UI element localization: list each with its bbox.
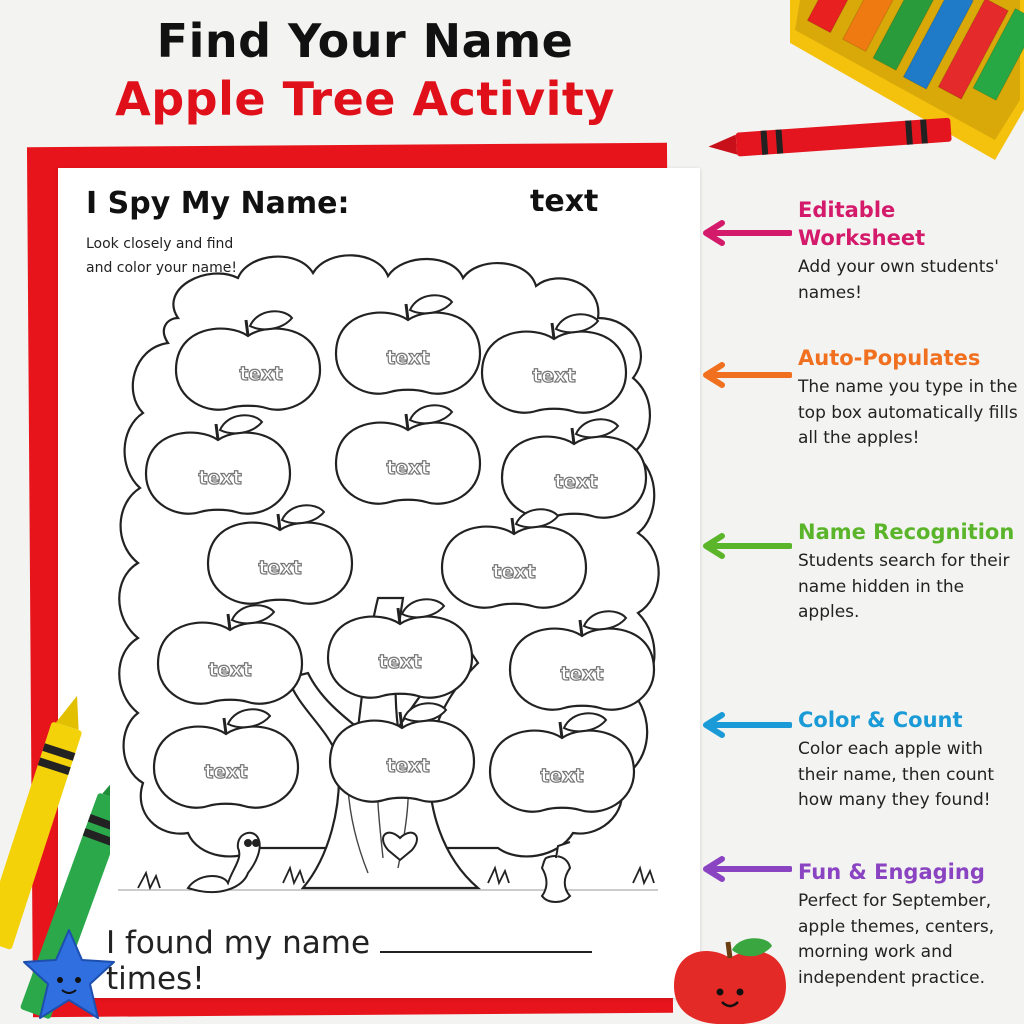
instructions: Look closely and find and color your name! [86, 236, 237, 276]
star-eraser-icon [14, 924, 124, 1024]
apple-eraser-icon [668, 936, 792, 1024]
found-count-line [106, 923, 700, 997]
feature-description: Perfect for September, apple themes, centers, morning work and independent practice. [798, 891, 995, 988]
name-input[interactable]: text [530, 184, 599, 219]
apple-icon [176, 311, 320, 409]
svg-text:text: text [554, 471, 598, 493]
feature-description: Add your own students' names! [798, 257, 999, 303]
apple-icon [442, 509, 586, 607]
svg-text:text: text [208, 659, 252, 681]
arrow-left-icon [700, 220, 792, 246]
svg-text:text: text [386, 457, 430, 479]
feature-name-recognition [798, 518, 1022, 626]
page-subtitle: Apple Tree Activity [115, 72, 615, 126]
svg-text:text: text [532, 365, 576, 387]
feature-auto-populates [798, 344, 1022, 452]
apple-icon [510, 611, 654, 709]
apple-icon [502, 419, 646, 517]
feature-description: Color each apple with their name, then count how many they found! [798, 739, 995, 810]
svg-text:text: text [198, 467, 242, 489]
apples-layer [58, 168, 700, 998]
svg-text:text: text [540, 765, 584, 787]
arrow-left-icon [700, 856, 792, 882]
svg-text:text: text [258, 557, 302, 579]
apple-icon [490, 713, 634, 811]
feature-title: Auto-Populates [798, 346, 981, 370]
apple-icon [336, 295, 480, 393]
feature-editable [798, 196, 1022, 306]
apple-icon [208, 505, 352, 603]
arrow-left-icon [700, 362, 792, 388]
apple-icon [328, 599, 472, 697]
apple-icon [158, 605, 302, 703]
feature-description: Students search for their name hidden in the apples. [798, 551, 1010, 622]
svg-text:text: text [239, 363, 283, 385]
feature-title: Editable Worksheet [798, 198, 926, 250]
worksheet [58, 168, 700, 998]
feature-description: The name you type in the top box automatically fills all the apples! [798, 377, 1018, 448]
apple-icon [330, 703, 474, 801]
count-blank[interactable] [380, 923, 592, 953]
svg-text:text: text [386, 347, 430, 369]
apple-icon [482, 314, 626, 412]
svg-text:text: text [378, 651, 422, 673]
apple-icon [336, 405, 480, 503]
worksheet-heading: I Spy My Name: [86, 186, 350, 221]
svg-text:text: text [386, 755, 430, 777]
feature-title: Fun & Engaging [798, 860, 985, 884]
svg-text:text: text [204, 761, 248, 783]
apple-icon [146, 415, 290, 513]
feature-title: Name Recognition [798, 520, 1015, 544]
svg-text:text: text [492, 561, 536, 583]
found-prefix: I found my name [106, 925, 371, 961]
found-suffix: times! [106, 961, 205, 997]
arrow-left-icon [700, 533, 792, 559]
svg-text:text: text [560, 663, 604, 685]
crayon-icon [706, 110, 956, 160]
apple-icon [154, 709, 298, 807]
page-title: Find Your Name [156, 14, 574, 68]
feature-title: Color & Count [798, 708, 963, 732]
feature-fun-engaging [798, 858, 1022, 991]
arrow-left-icon [700, 712, 792, 738]
feature-color-count [798, 706, 1022, 814]
